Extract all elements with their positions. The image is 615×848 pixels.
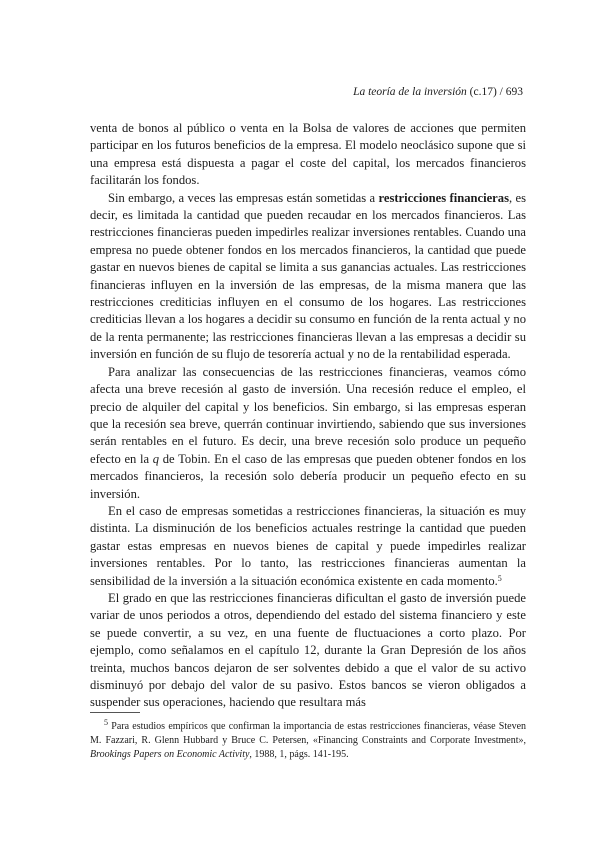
paragraph-3-rest: de Tobin. En el caso de las empresas que pueden obtener fondos en los mercados financieros, la recesión solo debería producir un pequeño efecto en su inversión. bbox=[90, 451, 526, 501]
footnote-number: 5 bbox=[104, 718, 108, 727]
footnote-divider bbox=[90, 712, 140, 713]
paragraph-2-rest: , es decir, es limitada la cantidad que pueden recaudar en los mercados financieros. Las restricciones financieras pueden impedirles realizar inversiones rentables. Cuando una empresa no puede obtener fondos en los mercados financieros, la cantidad que puede gastar en nuevos bienes de capital se limita a sus ganancias actuales. Las restricciones financieras influyen en la inversión de las empresas, de la misma manera que las restricciones crediticias influyen en el consumo de los hogares. Las restricciones crediticias llevan a los hogares a decidir su consumo en función de la renta actual y no de la renta permanente; las restricciones financieras llevan a las empresas a decidir su inversión en función de su flujo de tesorería actual y no de la rentabilidad esperada. bbox=[90, 190, 527, 362]
paragraph-1-text: venta de bonos al público o venta en la Bolsa de valores de acciones que permiten participar en los futuros beneficios de la empresa. El modelo neoclásico supone que si una empresa está dispuesta a pagar el coste del capital, los mercados financieros facilitarán los fondos. bbox=[90, 121, 526, 188]
footnote-citation-end: , 1988, 1, págs. 141-195. bbox=[249, 749, 349, 760]
paragraph-1 bbox=[90, 120, 526, 190]
paragraph-3 bbox=[90, 364, 526, 503]
paragraph-5 bbox=[90, 590, 526, 712]
paragraph-5-text: El grado en que las restricciones financieras dificultan el gasto de inversión puede variar de unos periodos a otros, dependiendo del estado del sistema financiero y este se puede convertir, a su vez, en una fuente de fluctuaciones a corto plazo. Por ejemplo, como señalamos en el capítulo 12, durante la Gran Depresión de los años treinta, muchos bancos dejaron de ser solventes debido a que el valor de su activo disminuyó por debajo del valor de su pasivo. Estos bancos se vieron obligados a suspender sus operaciones, haciendo que resultara más bbox=[90, 590, 526, 710]
paragraph-4-text: En el caso de empresas sometidas a restricciones financieras, la situación es muy distinta. La disminución de los beneficios actuales restringe la cantidad que pueden gastar estas empresas en nuevos bienes de capital y puede impedirles realizar inversiones rentables. Por lo tanto, las restricciones financieras aumentan la sensibilidad de la inversión a la situación económica existente en cada momento. bbox=[90, 503, 526, 588]
footnote-reference[interactable]: 5 bbox=[497, 573, 502, 583]
tobin-q-symbol: q bbox=[152, 451, 160, 466]
running-head-separator: / bbox=[499, 86, 503, 98]
footnote bbox=[90, 720, 526, 762]
footnote-journal: Brookings Papers on Economic Activity bbox=[90, 749, 250, 760]
key-term-restricciones-financieras: restricciones financieras bbox=[378, 190, 509, 205]
running-head bbox=[353, 86, 523, 98]
running-head-chapter: (c.17) bbox=[469, 86, 497, 98]
paragraph-2 bbox=[90, 190, 526, 364]
paragraph-4 bbox=[90, 503, 526, 590]
paragraph-3-lead: Para analizar las consecuencias de las restricciones financieras, veamos cómo afecta una breve recesión al gasto de inversión. Una recesión reduce el empleo, el precio de alquiler del capital y los beneficios. Sin embargo, si las empresas esperan que la recesión sea breve, querrán continuar invirtiendo, sabiendo que sus inversiones serán rentables en el futuro. Es decir, una breve recesión solo produce un pequeño efecto en la bbox=[90, 364, 526, 466]
footnote-body bbox=[90, 720, 526, 762]
body-text bbox=[90, 120, 526, 712]
running-head-title: La teoría de la inversión bbox=[353, 86, 467, 98]
footnote-text: Para estudios empíricos que confirman la importancia de estas restricciones financieras, véase Steven M. Fazzari, R. Glenn Hubbard y Bruce C. Petersen, «Financing Constraints and Corporate Investment», bbox=[90, 721, 527, 746]
paragraph-2-lead: Sin embargo, a veces las empresas están sometidas a bbox=[108, 190, 379, 205]
page-number: 693 bbox=[505, 86, 523, 98]
